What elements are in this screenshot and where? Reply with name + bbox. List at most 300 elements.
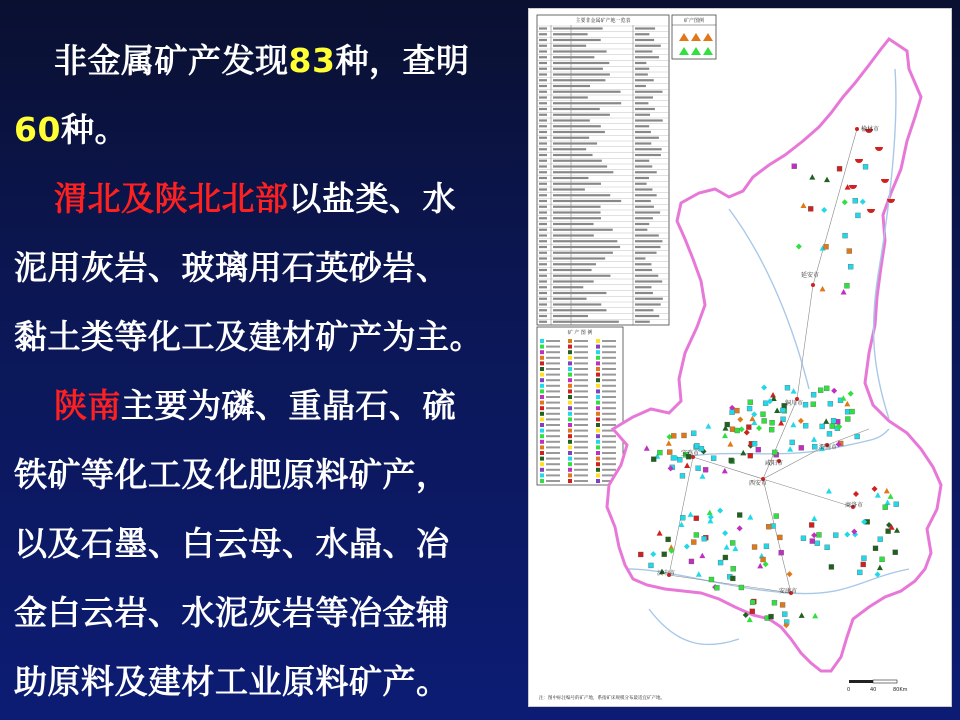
mineral-deposit-square [878,537,883,542]
table-cell-text [539,194,547,196]
mineral-deposit-triangle [747,617,753,623]
legend-symbol [596,373,600,377]
table-cell-text [539,321,547,323]
mineral-deposit-square [762,418,767,423]
legend-symbol [568,434,572,438]
table-cell-text [539,200,547,202]
legend-label [602,413,616,415]
mineral-deposit-square [680,473,685,478]
table-cell-text [539,246,547,248]
table-cell-text [539,286,547,288]
mineral-deposit-square [790,440,795,445]
mineral-deposit-square [750,609,755,614]
city-shangluo: 商洛市 [845,502,864,509]
legend-label [602,458,616,460]
city-yulin: 榆林市 [861,126,880,133]
legend-label [546,368,560,370]
mineral-deposit-square [780,602,785,607]
table-cell-text [635,131,651,133]
legend-symbol [568,468,572,472]
table-cell-text [553,142,597,144]
legend-symbol [540,434,544,438]
table-cell-text [635,27,655,29]
legend-symbol [540,378,544,382]
legend-symbol [568,401,572,405]
mineral-deposit-square [770,420,775,425]
table-cell-text [539,252,547,254]
table-cell-text [553,183,601,185]
mineral-deposit-square [816,532,821,537]
mineral-deposit-square [779,550,784,555]
legend-label [574,362,588,364]
mineral-deposit-square [809,522,814,527]
table-cell-text [539,96,547,98]
table-cell-text [553,114,610,116]
legend-label [574,346,588,348]
legend-symbol [568,473,572,477]
table-cell-text [553,309,606,311]
mineral-deposit-square [746,425,751,430]
legend-symbol [596,457,600,461]
legend-label [602,351,616,353]
mineral-deposit-square [766,524,771,529]
legend-symbol [568,361,572,365]
mineral-deposit-square [818,388,823,393]
legend-symbol [568,395,572,399]
legend-symbol [596,473,600,477]
legend-label [546,469,560,471]
table-cell-text [635,125,649,127]
mineral-deposit-square [810,539,815,544]
mineral-deposit-square [808,206,813,211]
legend-symbol [596,451,600,455]
table-cell-text [539,33,547,35]
table-cell-text [635,252,657,254]
table-cell-text [635,68,649,70]
legend-label [546,340,560,342]
legend-label [546,351,560,353]
paragraph-3-line-4: 金白云岩、水泥灰岩等冶金辅 [14,593,450,632]
table-cell-text [539,108,547,110]
table-cell-text [635,102,648,104]
legend-label [602,390,616,392]
legend-label [546,396,560,398]
text-span: 主要为磷、重晶石、硫 [121,386,456,425]
table-cell-text [539,234,547,236]
table-cell-text [553,73,610,75]
legend-label [546,402,560,404]
table-cell-text [539,171,547,173]
mineral-deposit-square [737,513,742,518]
legend-label [546,379,560,381]
legend-label [574,374,588,376]
table-cell-text [553,315,588,317]
legend-symbol [596,468,600,472]
legend-symbol [540,451,544,455]
mineral-deposit-square [709,577,714,582]
mineral-deposit-square [694,532,699,537]
table-cell-text [553,50,607,52]
legend-symbol [540,440,544,444]
city-yanan: 延安市 [801,272,820,279]
mineral-deposit-square [730,410,735,415]
legend-symbol [568,417,572,421]
mineral-deposit-square [772,600,777,605]
legend-symbol [568,406,572,410]
table-cell-text [539,188,547,190]
legend-label [574,446,588,448]
table-cell-text [635,177,649,179]
deposit-table [537,15,669,325]
legend-label [574,474,588,476]
mineral-deposit-square [748,400,753,405]
legend-label [574,368,588,370]
mineral-deposit-square [714,585,719,590]
table-cell-text [635,85,646,87]
legend-label [602,469,616,471]
highlight-number: 60 [14,110,61,149]
table-cell-text [553,33,588,35]
mineral-deposit-square [769,427,774,432]
table-cell-text [635,246,660,248]
legend-label [574,452,588,454]
mineral-deposit-square [827,431,832,436]
table-cell-text [635,206,654,208]
mineral-deposit-square [831,418,836,423]
legend-symbol [568,429,572,433]
legend-label [546,346,560,348]
mineral-deposit-square [648,563,653,568]
table-cell-text [635,183,647,185]
table-cell-text [539,206,547,208]
table-cell-text [635,286,651,288]
table-cell-text [635,137,659,139]
legend-label [546,480,560,482]
table-cell-text [539,102,547,104]
legend-label [602,357,616,359]
legend-symbol [540,395,544,399]
table-cell-text [553,137,589,139]
mineral-deposit-square [689,559,694,564]
legend-symbol [596,429,600,433]
city-hanzhong: 汉中市 [657,570,676,577]
table-cell-text [553,125,601,127]
table-cell-text [553,286,583,288]
table-cell-text [635,303,661,305]
mineral-deposit-square [812,444,817,449]
map-footnote: 注：图中标注编号的矿产地，系指矿床规模分布最适宜矿产地。 [539,696,665,701]
table-cell-text [539,303,547,305]
mineral-deposit-square [730,540,735,545]
mineral-deposit-square [847,249,852,254]
text-span: 非金属矿产发现 [54,41,289,80]
legend-symbol [568,389,572,393]
legend-symbol [540,412,544,416]
table-cell-text [553,194,610,196]
mineral-deposit-square [830,424,835,429]
table-cell-text [539,68,547,70]
legend-label [602,435,616,437]
table-cell-text [635,217,653,219]
table-cell-text [635,79,654,81]
mineral-deposit-square [848,264,853,269]
table-cell-text [553,56,594,58]
legend-label [574,441,588,443]
legend-symbol [596,361,600,365]
legend-symbol [540,361,544,365]
mineral-deposit-square [785,385,790,390]
mineral-deposit-square [730,576,735,581]
table-cell-text [553,298,587,300]
table-cell-text [553,45,586,47]
mineral-deposit-square [829,564,834,569]
mineral-deposit-square [799,445,804,450]
table-cell-text [539,315,547,317]
table-cell-text [539,79,547,81]
legend-label [546,446,560,448]
highlight-region: 渭北及陕北北部 [54,179,289,218]
table-cell-text [553,108,600,110]
mineral-deposit-square [811,402,816,407]
table-cell-text [553,68,603,70]
mineral-deposit-square [824,244,829,249]
table-cell-text [635,91,662,93]
mineral-deposit-square [774,514,779,519]
legend-symbol [596,350,600,354]
legend-symbol [596,378,600,382]
legend-label [546,385,560,387]
legend-top [672,15,716,59]
legend-symbol [568,423,572,427]
legend-label [574,396,588,398]
legend-symbol [596,406,600,410]
legend-top-title: 矿产图例 [683,18,705,24]
legend-symbol [568,451,572,455]
table-cell-text [539,137,547,139]
legend-symbol [568,373,572,377]
scale-label: 0 [847,687,851,693]
table-cell-text [553,200,621,202]
paragraph-3-line-3: 以及石墨、白云母、水晶、冶 [14,524,450,563]
table-cell-text [539,229,547,231]
table-title: 主要非金属矿产地一览表 [575,18,631,24]
legend-symbol [540,468,544,472]
legend-label [602,402,616,404]
city-xianyang: 咸阳市 [765,460,784,467]
mineral-deposit-square [803,402,808,407]
legend-label [546,430,560,432]
table-cell-text [539,85,547,87]
legend-symbol [596,401,600,405]
table-cell-text [635,114,650,116]
mineral-deposit-square [756,447,761,452]
paragraph-2-line-2: 泥用灰岩、玻璃用石英砂岩、 [14,248,450,287]
legend-symbol [596,395,600,399]
table-cell-text [635,39,654,41]
river-line [649,609,739,645]
city-tongchuan: 铜川市 [785,400,804,407]
table-cell-text [539,240,547,242]
legend-label [546,407,560,409]
legend-label [602,441,616,443]
city-baoji: 宝鸡市 [681,450,700,457]
mineral-deposit-square [703,467,708,472]
table-cell-text [539,275,547,277]
table-cell-text [553,280,594,282]
table-cell-text [553,275,610,277]
mineral-deposit-square [699,446,704,451]
table-cell-text [635,96,653,98]
table-cell-text [539,165,547,167]
legend-symbol [540,457,544,461]
map-canvas [529,9,951,706]
mineral-deposit-square [833,533,838,538]
mineral-deposit-square [723,555,728,560]
table-cell-text [635,234,659,236]
legend-symbol [568,350,572,354]
table-cell-text [635,309,653,311]
mineral-deposit-square [702,536,707,541]
mineral-deposit-square [638,552,643,557]
table-cell-text [635,240,662,242]
legend-label [546,362,560,364]
legend-symbol [540,401,544,405]
table-cell-text [539,154,547,156]
mineral-deposit-square [769,614,774,619]
legend-label [574,424,588,426]
legend-label [574,407,588,409]
table-cell-text [539,183,547,185]
mineral-deposit-square [752,441,757,446]
mineral-deposit-square [667,450,672,455]
table-cell-text [635,211,660,213]
table-cell-text [539,148,547,150]
table-cell-text [635,45,661,47]
legend-label [602,340,616,342]
legend-label [602,362,616,364]
legend-symbol [568,378,572,382]
mineral-deposit-square [748,453,753,458]
legend-label [574,435,588,437]
table-cell-text [539,263,547,265]
legend-symbol [596,440,600,444]
table-cell-text [635,171,657,173]
table-cell-text [539,298,547,300]
table-cell-text [553,27,603,29]
legend-label [574,480,588,482]
scale-label: 80Km [893,687,908,693]
legend-symbol [540,373,544,377]
legend-label [574,413,588,415]
table-cell-text [635,148,662,150]
table-cell-text [635,194,657,196]
legend-symbol [540,423,544,427]
table-cell-text [539,131,547,133]
mineral-deposit-square [863,164,868,169]
table-cell-text [539,211,547,213]
legend-label [546,474,560,476]
legend-symbol [568,339,572,343]
legend-label [574,379,588,381]
legend-symbol [540,384,544,388]
mineral-deposit-square [752,545,757,550]
mineral-deposit-square [739,585,744,590]
legend-label [546,441,560,443]
table-cell-text [635,119,663,121]
legend-symbol [540,367,544,371]
table-cell-text [539,56,547,58]
table-cell-text [539,27,547,29]
legend-symbol [568,367,572,371]
legend-label [602,418,616,420]
legend-symbol [540,429,544,433]
legend-label [602,424,616,426]
mineral-deposit-square [880,557,885,562]
mineral-deposit-square [657,450,662,455]
mineral-deposit-square [711,456,716,461]
mineral-deposit-square [792,164,797,169]
legend-symbol [596,412,600,416]
legend-symbol [540,462,544,466]
table-cell-text [635,257,645,259]
table-cell-text [635,62,646,64]
table-cell-text [553,171,613,173]
mineral-deposit-square [845,417,850,422]
mineral-deposit-square [893,550,898,555]
mineral-deposit-square [828,401,833,406]
legend-label [574,385,588,387]
legend-symbol [568,445,572,449]
city-xian: 西安市 [749,480,768,487]
legend-symbol [540,445,544,449]
paragraph-3-line-1 [14,371,519,440]
legend-symbol [540,389,544,393]
legend-symbol [596,479,600,483]
legend-symbol [596,339,600,343]
table-cell-text [539,114,547,116]
legend-label [546,413,560,415]
legend-symbol [540,356,544,360]
mineral-deposit-square [734,408,739,413]
table-cell-text [539,280,547,282]
mineral-deposit-square [843,233,848,238]
table-cell-text [553,321,619,323]
paragraph-2-line-1 [14,164,519,233]
mineral-deposit-square [680,515,685,520]
table-cell-text [553,91,621,93]
legend-symbol [540,406,544,410]
mineral-deposit-square [844,283,849,288]
legend-symbol [568,457,572,461]
mineral-deposit-square [837,166,842,171]
table-cell-text [553,252,613,254]
table-cell-text [539,142,547,144]
table-cell-text [553,62,609,64]
mineral-deposit-square [696,466,701,471]
legend-label [546,458,560,460]
table-cell-text [553,263,596,265]
table-cell-text [553,177,588,179]
mineral-deposit-square [850,409,855,414]
table-cell-text [539,39,547,41]
mineral-deposit-square [803,423,808,428]
legend-label [574,402,588,404]
legend-symbol [568,345,572,349]
mineral-deposit-square [761,557,766,562]
table-cell-text [635,280,662,282]
main-text [14,26,519,716]
table-cell-text [539,125,547,127]
